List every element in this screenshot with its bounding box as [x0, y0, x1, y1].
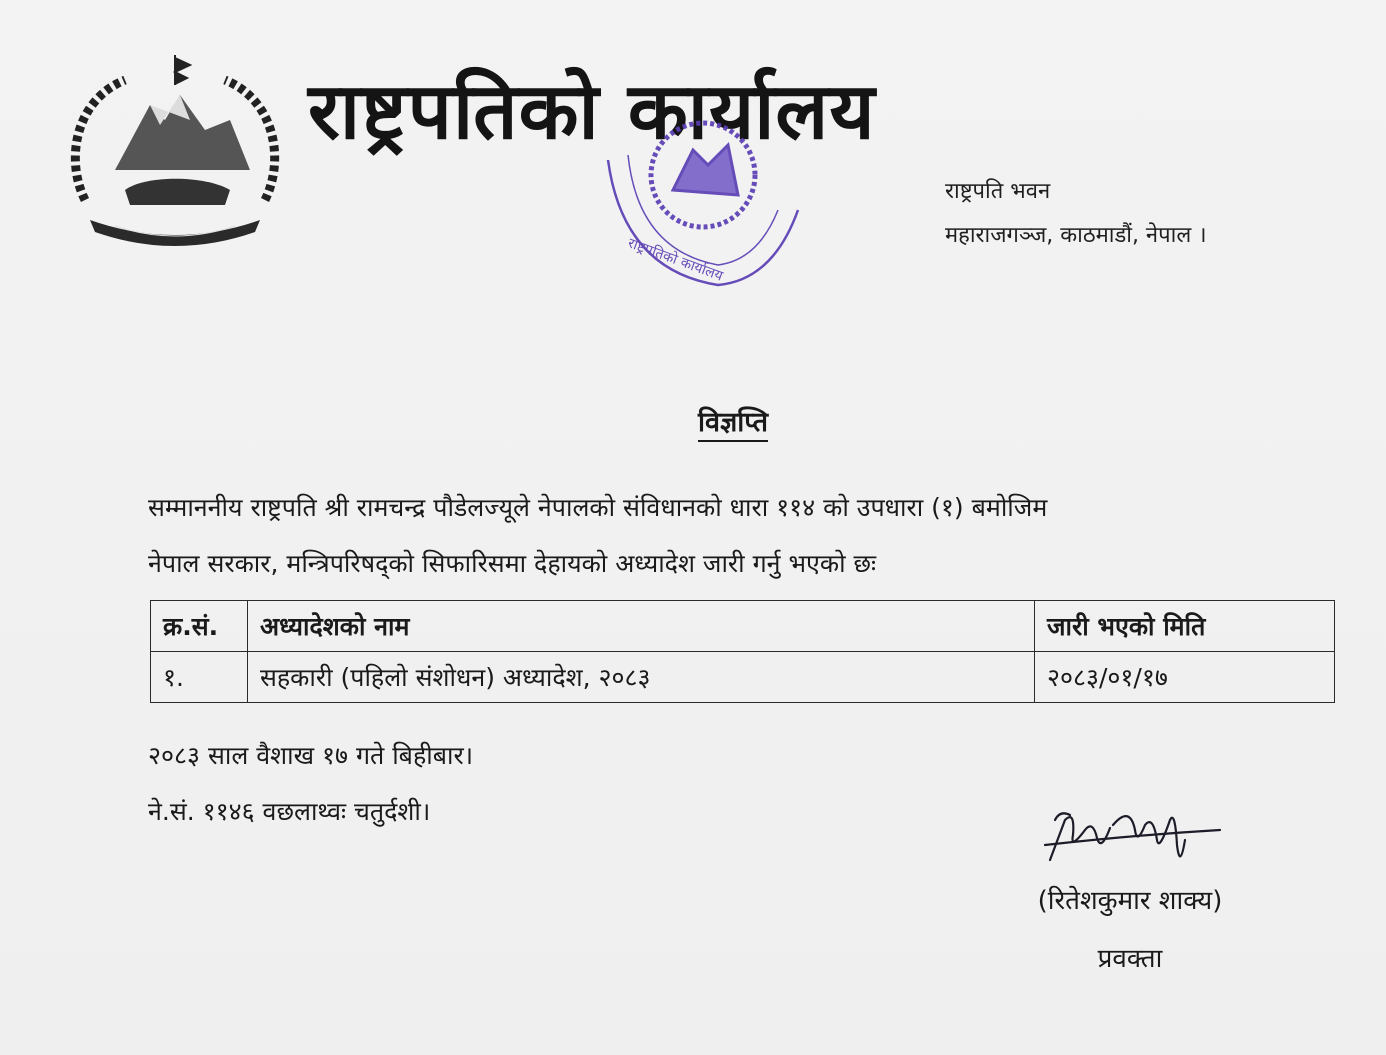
notice-heading	[0, 402, 1386, 439]
date-line-1: २०८३ साल वैशाख १७ गते बिहीबार।	[148, 741, 474, 770]
date-line-2: ने.सं. ११४६ वछलाथ्वः चतुर्दशी।	[148, 797, 431, 826]
header-issue-date: जारी भएको मिति	[1035, 601, 1335, 652]
ordinance-table	[150, 600, 1335, 703]
notice-heading-text: विज्ञप्ति	[698, 407, 768, 442]
address-line-2: महाराजगञ्ज, काठमाडौं, नेपाल ।	[945, 223, 1207, 248]
paragraph-line-2: नेपाल सरकार, मन्त्रिपरिषद्को सिफारिसमा देहायको अध्यादेश जारी गर्नु भएको छः	[148, 549, 877, 578]
address-line-1: राष्ट्रपति भवन	[945, 179, 1051, 204]
table-row	[151, 652, 1335, 703]
signatory-title: प्रवक्ता	[1097, 944, 1163, 974]
svg-text:राष्ट्रपतिको कार्यालय: राष्ट्रपतिको कार्यालय	[625, 235, 725, 285]
handwritten-signature	[1035, 790, 1225, 880]
cell-ordinance-name: सहकारी (पहिलो संशोधन) अध्यादेश, २०८३	[248, 652, 1035, 703]
signatory-name: (रितेशकुमार शाक्य)	[1037, 886, 1223, 916]
nepal-emblem-logo	[55, 50, 295, 250]
table-header-row	[151, 601, 1335, 652]
notice-paragraph	[148, 480, 1348, 592]
office-title: राष्ट्रपतिको कार्यालय	[308, 67, 876, 157]
cell-serial: १.	[151, 652, 248, 703]
paragraph-line-1: सम्माननीय राष्ट्रपति श्री रामचन्द्र पौडेलज्यूले नेपालको संविधानको धारा ११४ को उपधारा (१) बमोजिम	[148, 493, 1048, 522]
header-serial: क्र.सं.	[151, 601, 248, 652]
signatory-block	[1010, 872, 1250, 988]
date-block	[148, 728, 473, 840]
office-address	[945, 170, 1207, 258]
cell-issue-date: २०८३/०१/१७	[1035, 652, 1335, 703]
office-stamp	[578, 100, 818, 300]
header-ordinance-name: अध्यादेशको नाम	[248, 601, 1035, 652]
